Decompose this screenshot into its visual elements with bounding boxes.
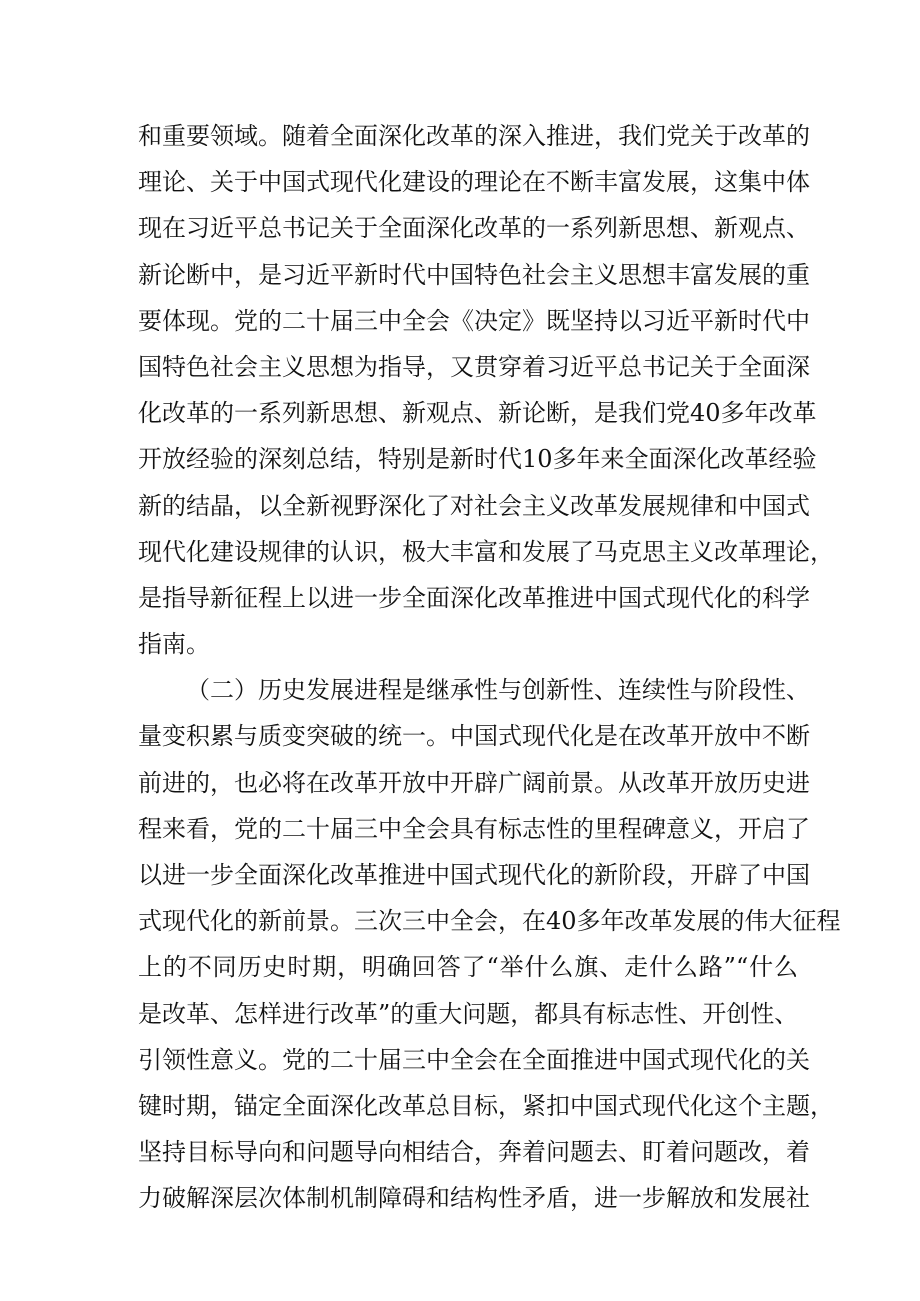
text-line: 和重要领域。随着全面深化改革的深入推进，我们党关于改革的 [138,122,810,150]
text-line: 是指导新征程上以进一步全面深化改革推进中国式现代化的科学 [138,583,810,612]
section-heading-line: （二）历史发展进程是继承性与创新性、连续性与阶段性、 [186,676,810,705]
text-line: 以进一步全面深化改革推进中国式现代化的新阶段，开辟了中国 [138,861,810,889]
text-line: 国特色社会主义思想为指导，又贯穿着习近平总书记关于全面深 [138,352,810,381]
text-line: 程来看，党的二十届三中全会具有标志性的里程碑意义，开启了 [138,814,810,843]
text-line: 开放经验的深刻总结，特别是新时代10多年来全面深化改革经验 [138,445,817,474]
text-line: 现在习近平总书记关于全面深化改革的一系列新思想、新观点、 [138,214,810,243]
text-line: 指南。 [138,630,210,659]
text-line: 量变积累与质变突破的统一。中国式现代化是在改革开放中不断 [138,722,810,751]
text-line: 化改革的一系列新思想、新观点、新论断，是我们党40多年改革 [138,399,817,428]
body-text [138,113,841,1222]
text-line: 力破解深层次体制机制障碍和结构性矛盾，进一步解放和发展社 [138,1184,810,1213]
text-line: 坚持目标导向和问题导向相结合，奔着问题去、盯着问题改，着 [138,1138,810,1167]
text-line: 新的结晶，以全新视野深化了对社会主义改革发展规律和中国式 [138,491,810,520]
text-line: 键时期，锚定全面深化改革总目标，紧扣中国式现代化这个主题， [138,1091,834,1120]
text-line: 现代化建设规律的认识，极大丰富和发展了马克思主义改革理论， [138,537,834,566]
text-line: 要体现。党的二十届三中全会《决定》既坚持以习近平新时代中 [138,306,810,335]
text-line: 上的不同历史时期，明确回答了“举什么旗、走什么路”“什么 [138,953,798,982]
text-line: 引领性意义。党的二十届三中全会在全面推进中国式现代化的关 [138,1045,810,1074]
text-line: 新论断中，是习近平新时代中国特色社会主义思想丰富发展的重 [138,260,810,289]
text-line: 理论、关于中国式现代化建设的理论在不断丰富发展，这集中体 [138,168,810,197]
text-line: 式现代化的新前景。三次三中全会，在40多年改革发展的伟大征程 [138,907,841,936]
text-line: 是改革、怎样进行改革”的重大问题，都具有标志性、开创性、 [138,999,799,1028]
text-line: 前进的，也必将在改革开放中开辟广阔前景。从改革开放历史进 [138,768,810,797]
